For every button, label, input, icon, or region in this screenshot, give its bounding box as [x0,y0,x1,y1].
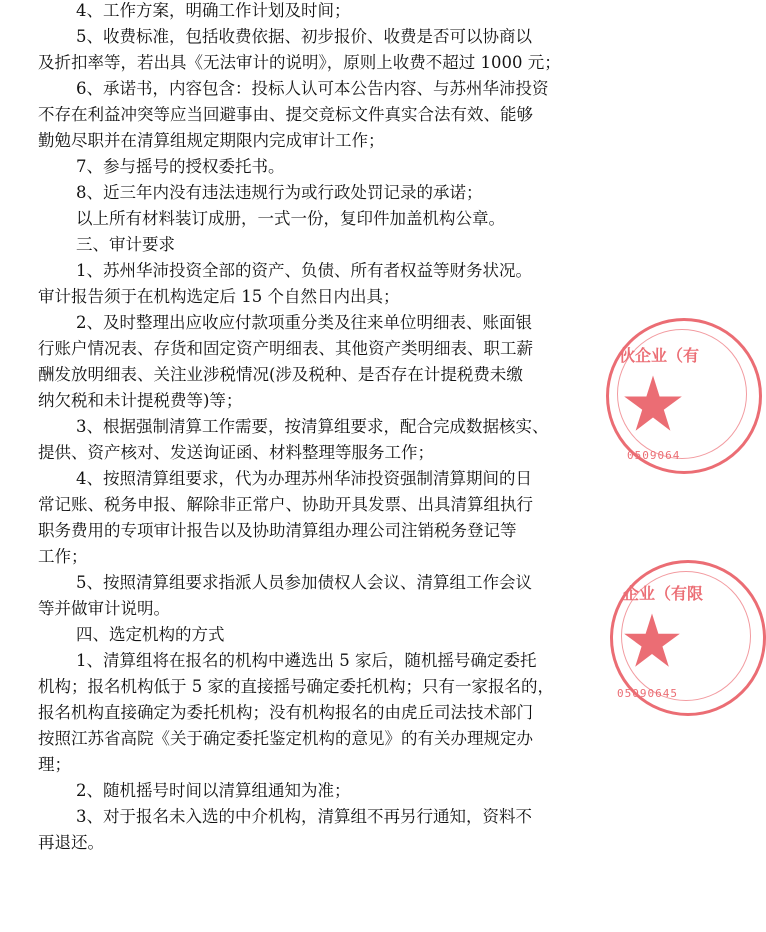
text-line: 理； [38,755,71,774]
company-seal [606,318,762,474]
text-line: 提供、资产核对、发送询证函、材料整理等服务工作； [38,443,434,462]
text-line: 4、按照清算组要求，代为办理苏州华沛投资强制清算期间的日 [76,469,532,488]
text-line: 再退还。 [38,833,104,852]
text-line: 职务费用的专项审计报告以及协助清算组办理公司注销税务登记等 [38,521,517,540]
text-line: 5、收费标准，包括收费依据、初步报价、收费是否可以协商以 [76,27,532,46]
text-line: 5、按照清算组要求指派人员参加债权人会议、清算组工作会议 [76,573,532,592]
seal-text: 伙企业（有 [619,346,700,365]
text-line: 2、及时整理出应收应付款项重分类及往来单位明细表、账面银 [76,313,532,332]
text-line: 8、近三年内没有违法违规行为或行政处罚记录的承诺； [76,183,483,202]
text-line: 1、清算组将在报名的机构中遴选出 5 家后，随机摇号确定委托 [76,651,537,670]
text-line: 4、工作方案，明确工作计划及时间； [76,1,351,20]
text-line: 等并做审计说明。 [38,599,170,618]
text-line: 6、承诺书，内容包含：投标人认可本公告内容、与苏州华沛投资 [76,79,549,98]
text-line: 3、根据强制清算工作需要，按清算组要求，配合完成数据核实、 [76,417,549,436]
company-seal [610,560,766,716]
text-line: 工作； [38,547,88,566]
seal-number: 0509064 [627,449,681,462]
text-line: 及折扣率等，若出具《无法审计的说明》，原则上收费不超过 1000 元； [38,53,561,72]
star-icon [623,613,681,669]
text-line: 机构；报名机构低于 5 家的直接摇号确定委托机构；只有一家报名的， [38,677,554,696]
section-heading: 四、选定机构的方式 [76,625,225,644]
text-line: 审计报告须于在机构选定后 15 个自然日内出具； [38,287,400,306]
text-line: 纳欠税和未计提税费等)等； [38,391,243,410]
text-line: 1、苏州华沛投资全部的资产、负债、所有者权益等财务状况。 [76,261,532,280]
seal-number: 05090645 [617,687,678,700]
text-line: 3、对于报名未入选的中介机构，清算组不再另行通知，资料不 [76,807,532,826]
text-line: 按照江苏省高院《关于确定委托鉴定机构的意见》的有关办理规定办 [38,729,533,748]
section-heading: 三、审计要求 [76,235,175,254]
text-line: 勤勉尽职并在清算组规定期限内完成审计工作； [38,131,385,150]
text-line: 报名机构直接确定为委托机构；没有机构报名的由虎丘司法技术部门 [38,703,533,722]
text-line: 行账户情况表、存货和固定资产明细表、其他资产类明细表、职工薪 [38,339,533,358]
text-line: 2、随机摇号时间以清算组通知为准； [76,781,351,800]
text-line: 酬发放明细表、关注业涉税情况(涉及税种、是否存在计提税费未缴 [38,365,523,384]
text-line: 7、参与摇号的授权委托书。 [76,157,285,176]
star-icon [623,375,683,433]
seal-text: 企业（有限 [623,584,704,603]
text-line: 以上所有材料装订成册，一式一份，复印件加盖机构公章。 [76,209,505,228]
text-line: 不存在利益冲突等应当回避事由、提交竞标文件真实合法有效、能够 [38,105,533,124]
text-line: 常记账、税务申报、解除非正常户、协助开具发票、出具清算组执行 [38,495,533,514]
